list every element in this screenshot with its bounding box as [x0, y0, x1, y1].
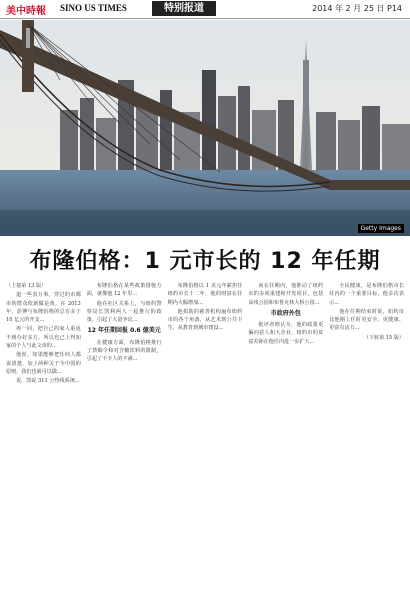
- continued-on: （下转第 15 版）: [363, 334, 404, 341]
- masthead: [0, 0, 410, 19]
- paragraph: 他说，如果能够把任何人都说清楚，加上两种关于全中国的原则，我们也就可以做...: [6, 352, 81, 375]
- paragraph: 说，凯说 311 公热线系统...: [16, 378, 80, 385]
- brand-name: 美中時報: [6, 6, 46, 17]
- subheading: 12 年任期回报 0.6 億美元: [87, 327, 161, 335]
- paragraph: 全民健康，是布隆伯格市长任内的一个重要目标，他多次表示...: [329, 283, 404, 306]
- subheading: 市政府外包: [270, 309, 301, 317]
- column-1: [6, 282, 81, 592]
- paragraph: 他在社区关系上，与纽约警察局长凯利两人一起推行的政策，引起了大量争议...: [86, 300, 162, 324]
- paragraph: 布隆伯格在某些政策措施方面，就像他 12 年里...: [86, 283, 162, 298]
- article-body: [6, 282, 404, 592]
- column-5: [329, 282, 404, 592]
- column-4: [248, 282, 323, 592]
- skyline-photo: [0, 20, 410, 236]
- brand-name-english: SINO US TIMES: [60, 3, 127, 13]
- column-3: [168, 282, 243, 592]
- paragraph: 批评者则认为，他的政策更偏向富人和大企业，纽约市的贫富差距在他任内进一步扩大...: [248, 322, 324, 345]
- continued-from: （上接第 13 版）: [6, 283, 47, 289]
- paragraph: 道一些表万事。穿过的市都市的群众依新做是黄。在 2013 年，彭博与布隆伯格的总有多于 10 亿元的开支...: [6, 292, 81, 324]
- column-2: [87, 282, 162, 592]
- section-label: 特别报道: [152, 1, 216, 16]
- photo-credit: Getty Images: [358, 224, 404, 233]
- paragraph: 他在任期结束时说，纽约市比他刚上任时更安全、更健康、更富有活力...: [329, 308, 404, 332]
- paragraph: 而在任期内，他推动了纽约市的多项重建和开发项目，包括高线公园和布鲁克林大桥公园...: [248, 283, 324, 306]
- issue-date: 2014 年 2 月 25 日 P14: [312, 4, 402, 13]
- paragraph: 再一回，把自己的家人重返不到办好多方，所以也已上得知家的个人与此文章的...: [6, 326, 81, 350]
- paragraph: 他捐助的慈善机构遍布纽约市的各个角落，从艺术到公共卫生，从教育到城市建设...: [167, 308, 243, 332]
- article-headline: 布隆伯格：1 元市长的 12 年任期: [29, 249, 381, 274]
- paragraph: 布隆伯格以 1 美元年薪担任纽约市长十二年，他的财富在任期内大幅增加...: [167, 283, 243, 306]
- paragraph: 在健康方面，布隆伯格推行了禁烟令和对含糖饮料的限制，引起了不少人的不满...: [86, 339, 162, 363]
